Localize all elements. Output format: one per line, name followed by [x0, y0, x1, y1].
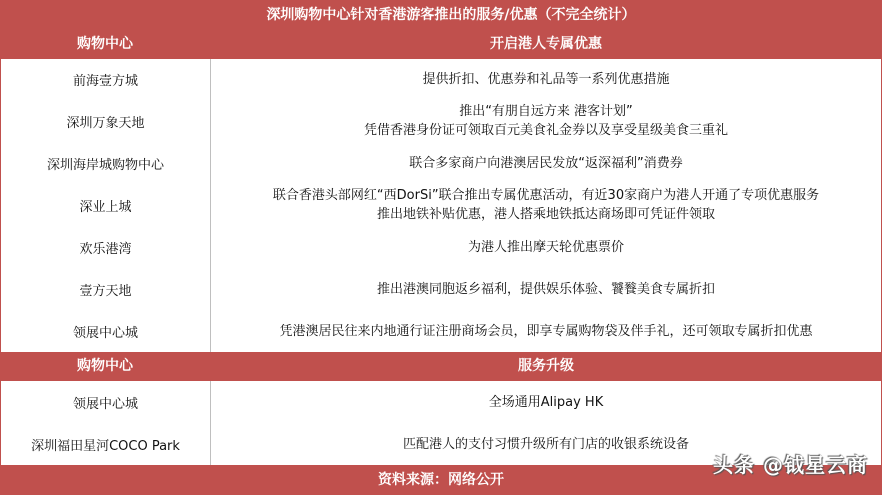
mall-name: 欢乐港湾 [1, 226, 211, 268]
table-row [0, 100, 882, 143]
offer-cell [211, 100, 881, 142]
table-row [0, 142, 882, 185]
mall-name: 领展中心城 [1, 310, 211, 352]
offer-text: 凭借香港身份证可领取百元美食礼金券以及享受星级美食三重礼 [363, 123, 728, 138]
offer-text: 推出港澳同胞返乡福利，提供娱乐体验、饕餮美食专属折扣 [376, 281, 715, 297]
mall-name: 领展中心城 [1, 381, 211, 423]
offer-text: 联合多家商户向港澳居民发放“返深福利”消费券 [409, 155, 683, 171]
offer-cell [211, 59, 881, 100]
offer-text: 为港人推出摩天轮优惠票价 [467, 239, 624, 255]
mall-name: 深业上城 [1, 184, 211, 226]
mall-name: 深圳海岸城购物中心 [1, 142, 211, 184]
mall-name: 深圳万象天地 [1, 100, 211, 142]
service-text: 全场通用Alipay HK [488, 394, 604, 410]
header-mall: 购物中心 [77, 36, 133, 52]
offer-text: 推出地铁补贴优惠，港人搭乘地铁抵达商场即可凭证件领取 [376, 207, 715, 222]
service-cell [211, 381, 881, 423]
offer-cell [211, 268, 881, 310]
offer-cell [211, 142, 881, 184]
mall-name: 壹方天地 [1, 268, 211, 310]
offer-text: 凭港澳居民往来内地通行证注册商场会员，即享专属购物袋及伴手礼，还可领取专属折扣优惠 [279, 323, 813, 339]
table-row [0, 310, 882, 352]
table-row [0, 184, 882, 227]
mall-name: 前海壹方城 [1, 59, 211, 100]
table-title: 深圳购物中心针对香港游客推出的服务/优惠（不完全统计） [0, 0, 882, 30]
offer-text: 推出“有朋自远方来 港客计划” [459, 104, 633, 119]
table-row [0, 59, 882, 101]
header-service: 服务升级 [518, 358, 574, 374]
service-text: 匹配港人的支付习惯升级所有门店的收银系统设备 [402, 436, 689, 452]
offer-cell [211, 184, 881, 226]
table-row [0, 268, 882, 311]
offer-text: 联合香港头部网红“西DorSi”联合推出专属优惠活动，有近30家商户为港人开通了专项优惠服务 [272, 188, 820, 203]
table-row [0, 381, 882, 424]
offer-cell [211, 226, 881, 268]
source-footer: 资料来源：网络公开 [0, 465, 882, 495]
offer-cell [211, 310, 881, 352]
table-row [0, 226, 882, 269]
section1-header [0, 30, 882, 59]
mall-name: 深圳福田星河COCO Park [1, 423, 211, 465]
header-mall: 购物中心 [77, 358, 133, 374]
watermark: 头条 @钺星云商 [713, 453, 868, 477]
offer-text: 提供折扣、优惠券和礼品等一系列优惠措施 [422, 72, 670, 87]
section2-header [0, 352, 882, 381]
header-offers: 开启港人专属优惠 [490, 36, 602, 52]
